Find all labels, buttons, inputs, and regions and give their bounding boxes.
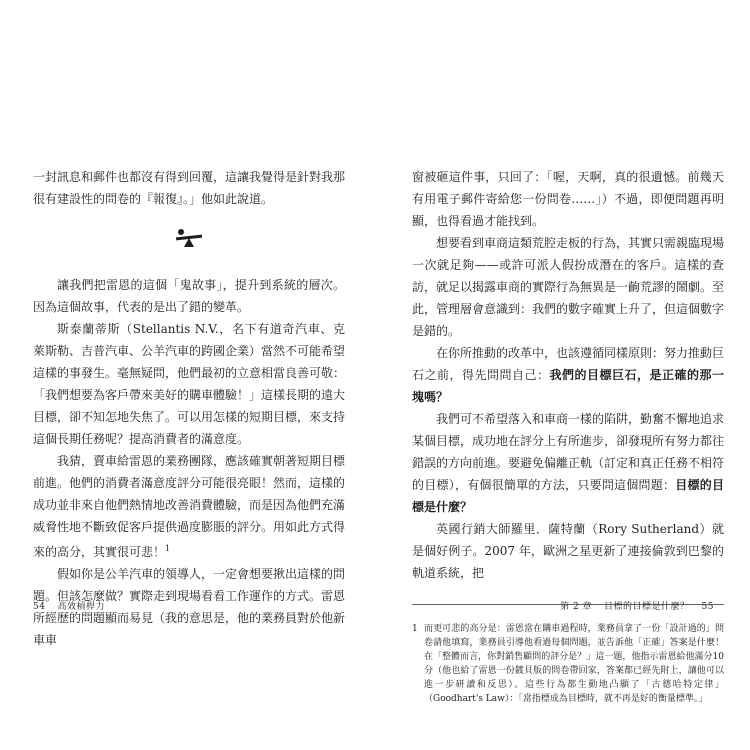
paragraph [412,408,724,518]
paragraph: 英國行銷大師羅里．薩特蘭（Rory Sutherland）就是個好例子。2007 年，歐洲之星更新了連接倫敦到巴黎的軌道系統，把 [412,522,724,580]
right-folio [560,599,714,612]
seesaw-icon [33,216,345,260]
page-number: 55 [701,602,714,612]
running-head: 高效槓桿力 [57,602,105,612]
paragraph [412,342,724,408]
bold-question: 我們的目標巨石，是正確的那一塊嗎？ [412,368,724,404]
paragraph [33,450,345,563]
paragraph: 窗被砸這件事，只回了：「喔，天啊，真的很遺憾。前幾天有用電子郵件寄給您一份問卷……」）不過，即便問題再明顯，也得看過才能找到。 [412,170,724,228]
paragraph: 一封訊息和郵件也都沒有得到回覆，這讓我覺得是針對我那很有建設性的問卷的『報復』。」他如此說道。 [33,170,346,206]
paragraph-text: 在你所推動的改革中，也該遵循同樣原則：努力推動巨石之前，得先問問自己： [412,346,725,382]
page-number: 54 [33,602,46,612]
footnote-marker: 1 [165,544,171,553]
left-folio [33,599,105,612]
paragraph: 想要看到車商這類荒腔走板的行為，其實只需親臨現場一次就足夠——或許可派人假扮成潛在的客戶。這樣的查訪，就足以揭露車商的實際行為無異是一齣荒謬的鬧劇。至此，管理層會意識到：我們的數字確實上升了，但這個數字是錯的。 [412,236,725,338]
footnote-number: 1 [412,624,418,634]
footnote [412,622,724,706]
paragraph: 斯泰蘭蒂斯（Stellantis N.V.，名下有道奇汽車、克萊斯勒、吉普汽車、公羊汽車的跨國企業）當然不可能希望這樣的事發生。毫無疑問，他們最初的立意相當良善可敬：「我們想要為客戶帶來美好的購車體驗！」這樣長期的遠大目標，卻不知怎地失焦了。可以用怎樣的短期目標，來支持這個長期任務呢？提高消費者的滿意度。 [33,322,346,446]
running-head: 目標的目標是什麼？ [604,602,690,612]
paragraph-text: 我們可不希望落入和車商一樣的陷阱，勤奮不懈地追求某個目標，成功地在評分上有所進步，卻發現所有努力都往錯誤的方向前進。要避免偏離正軌（訂定和真正任務不相符的目標），有個很簡單的方法，只要問這個問題： [412,412,725,492]
paragraph: 讓我們把雷恩的這個「鬼故事」，提升到系統的層次。因為這個故事，代表的是出了錯的變革。 [33,278,345,314]
paragraph: 假如你是公羊汽車的領導人，一定會想要揪出這樣的問題。但該怎麼做？實際走到現場看看工作運作的方式。雷恩所經歷的問題顯而易見（我的意思是，他的業務員對於他新車車 [33,567,346,647]
paragraph-text: 我猜，賣車給雷恩的業務團隊，應該確實朝著短期目標前進。他們的消費者滿意度評分可能很亮眼！然而，這樣的成功並非來自他們熱情地改善消費體驗，而是因為他們充滿威脅性地不斷致促客戶提供過度膨脹的評分。用如此方式得來的高分，其實很可悲！ [33,454,346,559]
right-page [412,166,724,706]
chapter-label: 第 2 章 [560,602,593,612]
bold-question: 目標的目標是什麼？ [412,478,724,514]
left-page [33,166,345,651]
footnote-text: 而更可悲的高分是：雷恩當在購車過程時，業務員拿了一份「設計過的」問卷請他填寫，業務員引導他看過每個問題，並告訴他「正確」答案是什麼！在「整體而言，你對銷售顧問的評分是？」這一題，他指示雷恩給他滿分10分（他也給了雷恩一份鍍貝版的問卷帶回家，答案都已經先附上，讓他可以進一步研讀和反思）。這些行為都生動地凸顯了「古德哈特定律」（Goodhart's Law）：「當指標成為目標時，就不再是好的衡量標準。」 [424,624,724,704]
